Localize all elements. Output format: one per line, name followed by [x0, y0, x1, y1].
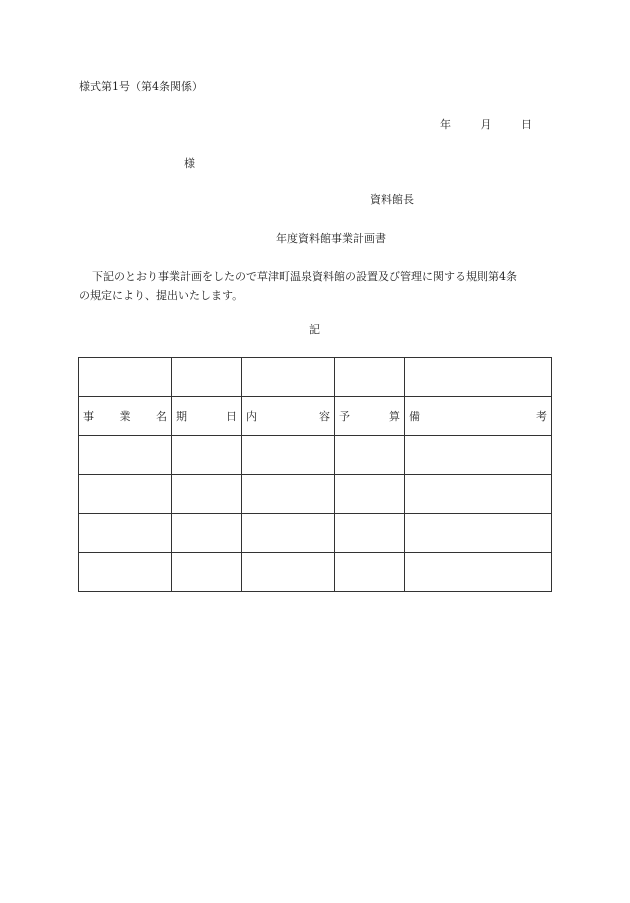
table-cell — [335, 358, 405, 397]
header-char: 名 — [156, 410, 167, 423]
header-kijitsu — [172, 397, 242, 436]
table-cell — [79, 553, 172, 592]
table-cell — [172, 514, 242, 553]
header-char: 備 — [409, 410, 420, 423]
addressee-suffix: 様 — [184, 157, 195, 170]
sender: 資料館長 — [370, 193, 414, 206]
header-char: 算 — [389, 410, 400, 423]
table-cell — [172, 475, 242, 514]
table-cell — [79, 514, 172, 553]
table-cell — [335, 514, 405, 553]
table-row — [79, 514, 552, 553]
table-header-row — [79, 397, 552, 436]
header-char: 容 — [319, 410, 330, 423]
table-row — [79, 436, 552, 475]
date-year-label: 年 — [440, 118, 451, 131]
header-char: 日 — [226, 410, 237, 423]
table-cell — [335, 553, 405, 592]
table-cell — [172, 436, 242, 475]
table-cell — [335, 475, 405, 514]
table-cell — [242, 553, 335, 592]
table-cell — [405, 514, 552, 553]
header-char: 事 — [83, 410, 94, 423]
body-text — [79, 267, 559, 305]
table-cell — [79, 436, 172, 475]
document-title: 年度資料館事業計画書 — [276, 232, 386, 245]
table-cell — [242, 436, 335, 475]
header-char: 予 — [339, 410, 350, 423]
table-cell — [172, 553, 242, 592]
header-char: 内 — [246, 410, 257, 423]
header-char: 考 — [536, 410, 547, 423]
header-naiyo — [242, 397, 335, 436]
plan-table — [78, 357, 552, 592]
table-cell — [242, 475, 335, 514]
body-line-2: の規定により、提出いたします。 — [79, 289, 244, 302]
table-cell — [79, 475, 172, 514]
ki-label: 記 — [309, 323, 320, 336]
form-number: 様式第1号（第4条関係） — [79, 80, 203, 93]
table-row — [79, 475, 552, 514]
table-cell — [405, 436, 552, 475]
table-cell — [405, 358, 552, 397]
date-month-label: 月 — [480, 118, 492, 131]
header-char: 期 — [176, 410, 187, 423]
table-cell — [242, 358, 335, 397]
table-cell — [405, 475, 552, 514]
table-cell — [405, 553, 552, 592]
date-line — [440, 118, 532, 132]
table-top-row — [79, 358, 552, 397]
header-yosan — [335, 397, 405, 436]
date-day-label: 日 — [521, 118, 532, 131]
table-cell — [335, 436, 405, 475]
body-line-1: 下記のとおり事業計画をしたので草津町温泉資料館の設置及び管理に関する規則第4条 — [92, 270, 517, 283]
table-cell — [242, 514, 335, 553]
table-row — [79, 553, 552, 592]
table-cell — [79, 358, 172, 397]
header-biko — [405, 397, 552, 436]
header-jigyomei — [79, 397, 172, 436]
header-char: 業 — [119, 410, 131, 423]
table-cell — [172, 358, 242, 397]
